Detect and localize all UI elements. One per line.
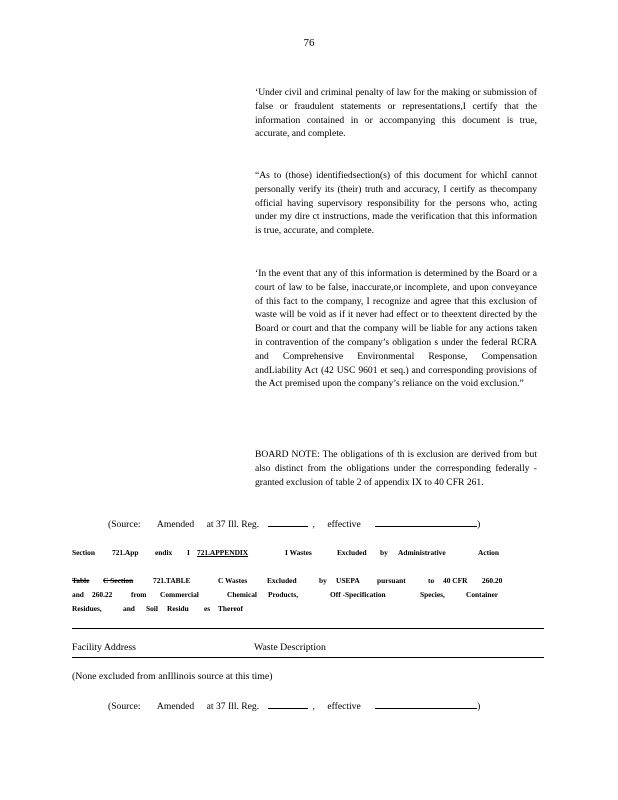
certification-paragraph: ‘Under civil and criminal penalty of law for the making or submission of false or fraudulent statements or representations,I certify that the information contained in or accompanying this document is true, accurate, and complete. [255, 87, 537, 140]
table-heading [0, 590, 618, 602]
heading-word: USEPA [336, 576, 360, 585]
heading-word: endix [155, 548, 173, 557]
source-note [108, 516, 480, 530]
certification-paragraph: “As to (those) identifiedsection(s) of this document for whichI cannot personally verify its (their) truth and accuracy, I certify as thecompany official having supervisory responsibility for the persons who, acting under my dire ct instructions, made the verification that this information is true, accurate, and complete. [255, 170, 537, 237]
heading-deleted-text: C Section [103, 576, 134, 585]
table-top-rule [72, 628, 544, 629]
heading-word: 260.22 [92, 590, 113, 599]
section-heading [0, 548, 618, 560]
heading-word: C Wastes [218, 576, 248, 585]
source-comma: , [312, 519, 315, 530]
heading-word: Excluded [267, 576, 297, 585]
column-header-waste: Waste Description [254, 642, 326, 653]
heading-word: 40 CFR [443, 576, 468, 585]
table-row: (None excluded from anIllinois source at this time) [72, 671, 273, 682]
source-close: ) [477, 519, 481, 530]
source-effective: effective [327, 519, 361, 530]
heading-deleted-text: Table [72, 576, 90, 585]
heading-word: I Wastes [285, 548, 312, 557]
source-prefix: (Source: [108, 701, 141, 712]
table-heading [0, 604, 618, 616]
heading-word: and [123, 604, 135, 613]
source-effective: effective [327, 701, 361, 712]
heading-word: Chemical [227, 590, 257, 599]
source-comma: , [312, 701, 315, 712]
source-register: at 37 Ill. Reg. [206, 701, 260, 712]
heading-word: from [131, 590, 147, 599]
heading-word: Action [478, 548, 499, 557]
heading-word: 260.20 [482, 576, 503, 585]
source-register: at 37 Ill. Reg. [206, 519, 260, 530]
effective-date-blank [375, 516, 477, 527]
heading-word: Commercial [160, 590, 199, 599]
heading-word: Administrative [398, 548, 446, 557]
column-header-facility: Facility Address [72, 642, 136, 653]
heading-word: to [428, 576, 435, 585]
heading-word: by [319, 576, 327, 585]
heading-word: 721.TABLE [153, 576, 191, 585]
heading-word: Soil [146, 604, 158, 613]
certification-paragraph: ‘In the event that any of this information is determined by the Board or a court of law to be false, inaccurate,or incomplete, and upon conveyance of this fact to the company, I recognize and agree that this exclusion of waste will be void as if it never had effect or to theextent directed by the Board or court and that the company will be liable for any actions taken in contravention of the company’s obligation s under the federal RCRA and Comprehensive Environmental Response, Compensation andLiability Act (42 USC 9601 et seq.) and corresponding provisions of the Act premised upon the company’s reliance on the void exclusion.” [255, 268, 537, 390]
table-heading [0, 576, 618, 588]
heading-word: and [72, 590, 84, 599]
heading-word: es [204, 604, 211, 613]
source-note [108, 698, 480, 712]
register-blank [268, 516, 308, 527]
heading-word: 721.App [112, 548, 139, 557]
heading-inserted-text: 721.APPENDIX [197, 548, 249, 557]
register-blank [268, 698, 308, 709]
heading-word: Thereof [218, 604, 243, 613]
heading-word: Excluded [337, 548, 367, 557]
heading-word: Section [72, 548, 95, 557]
board-note: BOARD NOTE: The obligations of th is exclusion are derived from but also distinct from the obligations under the corresponding federally -granted exclusion of table 2 of appendix IX to 40 CFR 261. [255, 449, 537, 488]
table-header-rule [72, 657, 544, 658]
source-amended: Amended [156, 519, 195, 530]
heading-word: pursuant [377, 576, 406, 585]
heading-word: Residues, [72, 604, 102, 613]
heading-word: Species, [420, 590, 445, 599]
effective-date-blank [375, 698, 477, 709]
heading-word: by [380, 548, 388, 557]
heading-word: Container [466, 590, 499, 599]
heading-word: Products, [268, 590, 299, 599]
heading-word: I [187, 548, 190, 557]
source-close: ) [477, 701, 481, 712]
page-number: 76 [303, 37, 315, 49]
heading-word: Off -Specification [330, 590, 386, 599]
heading-word: Residu [167, 604, 189, 613]
source-amended: Amended [156, 701, 195, 712]
source-prefix: (Source: [108, 519, 141, 530]
